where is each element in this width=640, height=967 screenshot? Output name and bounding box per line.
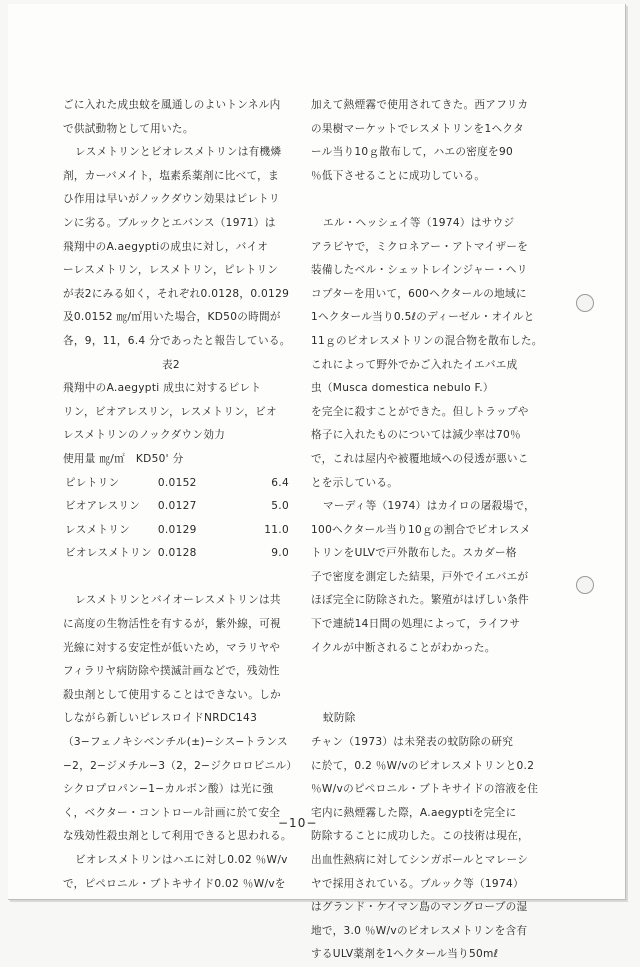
blank-line: [63, 566, 299, 590]
text-line: 下で連続14日間の処理によって，ライフサ: [311, 618, 521, 631]
text-line: 防除することに成功した。この技術は現在，: [311, 830, 529, 843]
text-line: で，これは屋内や被覆地域への侵透が悪いこ: [311, 452, 529, 465]
text-line: 各，9，11，6.4 分であったと報告している。: [63, 334, 291, 347]
text-line: ール当り10ｇ散布して，ハエの密度を90: [311, 146, 514, 159]
table-cell-dose: 0.0129: [157, 523, 197, 536]
table-cell-name: ピレトリン: [65, 476, 120, 489]
text-line: するULV薬剤を1ヘクタール当り50mℓ: [311, 948, 499, 961]
text-line: 宅内に熱煙霧した際，A.aegyptiを完全に: [311, 806, 517, 819]
document-page: [8, 4, 626, 961]
text-line: 剤，カーバメイト，塩素系薬剤に比べて，ま: [63, 169, 279, 182]
text-line: ごに入れた成虫蚊を風通しのよいトンネル内: [63, 99, 281, 111]
table-cell-name: ビオアレスリン: [65, 500, 141, 513]
page-number: −10−: [278, 816, 318, 830]
table-title-line: レスメトリンのノックダウン効力: [63, 429, 226, 442]
text-line: 出血性熱病に対してシンガポールとマレーシ: [311, 854, 529, 866]
blank-line: [311, 188, 559, 212]
table-cell-dose: 0.0127: [157, 500, 197, 513]
text-line: 及0.0152 ㎎/㎡用いた場合，KD50の時間が: [63, 311, 281, 324]
table-cell-kd: 6.4: [271, 476, 289, 489]
text-line: 装備したベル・シェットレインジャー・ヘリ: [311, 264, 528, 277]
text-line: ほぼ完全に防除された。繁殖がはげしい条件: [311, 594, 529, 607]
text-line: で，ピペロニル・ブトキサイド0.02 ％W/vを: [63, 877, 286, 890]
text-line: シクロプロパン−1−カルボン酸）は光に強: [63, 783, 274, 796]
text-line: とを示している。: [311, 476, 399, 489]
text-line: で供試動物として用いた。: [63, 122, 194, 135]
text-line: 殺虫剤として使用することはできない。しか: [63, 688, 281, 701]
table-title-line: 飛翔中のA.aegypti 成虫に対するピレト: [63, 382, 262, 395]
text-line: 格子に入れたものについては減少率は70％: [311, 429, 521, 442]
blank-line: [311, 660, 559, 684]
text-line: ヤで採用されている。ブルック等（1974）: [311, 877, 524, 890]
knockdown-table: [63, 448, 299, 566]
table-cell-kd: 5.0: [271, 500, 289, 513]
table-cell-dose: 0.0128: [157, 547, 197, 560]
text-line: レスメトリンとバイオーレスメトリンは共: [75, 594, 281, 607]
text-line: 11ｇのビオレスメトリンの混合物を散布した。: [311, 334, 543, 347]
text-line: く，ベクター・コントロール計画に於て安全: [63, 806, 281, 819]
text-line: チャン（1973）は未発表の蚊防除の研究: [311, 736, 514, 749]
left-column: [63, 94, 299, 896]
text-line: しながら新しいピレスロイドNRDC143: [63, 712, 258, 725]
text-line: な残効性殺虫剤として利用できると思われる。: [63, 830, 292, 843]
text-line: −2，2−ジメチル−3（2，2−ジクロロビニル）: [63, 759, 298, 772]
text-line: 地で，3.0 ％W/vのビオレスメトリンを含有: [311, 924, 528, 937]
text-line: ひ作用は早いがノックダウン効果はピレトリ: [63, 193, 280, 206]
punch-hole-icon: [576, 294, 594, 312]
text-line: マーディ等（1974）はカイロの屠殺場で，: [323, 500, 535, 513]
text-line: エル・ヘッシェイ等（1974）はサウジ: [323, 216, 515, 229]
table-cell-kd: 11.0: [264, 523, 289, 536]
text-line: の果樹マーケットでレスメトリンを1ヘクタ: [311, 122, 524, 135]
text-line: ーレスメトリン，レスメトリン，ピレトリン: [63, 264, 279, 277]
blank-line: [311, 684, 559, 708]
text-line: 飛翔中のA.aegyptiの成虫に対し，バイオ: [63, 240, 269, 253]
text-line: 子で密度を測定した結果，戸外でイエバエが: [311, 570, 529, 583]
text-line: トリンをULVで戸外散布した。スカダー格: [311, 547, 517, 560]
table-cell-name: レスメトリン: [65, 523, 131, 536]
text-line: 虫（Musca domestica nebulo F.）: [311, 382, 494, 395]
text-line: 加えて熱煙霧で使用されてきた。西アフリカ: [311, 99, 529, 111]
text-line: 1ヘクタール当り0.5ℓのディーゼル・オイルと: [311, 311, 535, 324]
table-title-line: リン，ビオアレスリン，レスメトリン，ビオ: [63, 405, 277, 418]
text-line: フィラリヤ病防除や撲滅計画などで，残効性: [63, 665, 280, 678]
table-header: 使用量 ㎎/㎡ KD50' 分: [63, 452, 184, 465]
table-row: [63, 542, 299, 566]
table-cell-dose: 0.0152: [157, 476, 197, 489]
text-line: ％W/vのピペロニル・ブトキサイドの溶液を住: [311, 783, 539, 796]
table-row: [63, 472, 299, 496]
text-line: 100ヘクタール当り10ｇの割合でビオレスメ: [311, 523, 531, 536]
section-heading: 蚊防除: [323, 712, 356, 725]
table-row: [63, 519, 299, 543]
text-line: （3−フェノキシベンチル(±)−シス−トランス: [63, 736, 288, 749]
table-cell-name: ビオレスメトリン: [65, 547, 152, 560]
text-line: コプターを用いて，600ヘクタールの地域に: [311, 287, 527, 300]
table-row: [63, 495, 299, 519]
text-line: レスメトリンとビオレスメトリンは有機燐: [75, 146, 282, 159]
text-line: 光線に対する安定性が低いため，マラリヤや: [63, 641, 281, 654]
text-line: に高度の生物活性を有するが，紫外線，可視: [63, 618, 281, 631]
text-line: イクルが中断されることがわかった。: [311, 641, 496, 654]
text-line: に於て，0.2 ％W/vのビオレスメトリンと0.2: [311, 759, 535, 772]
text-line: アラビヤで，ミクロネアー・アトマイザーを: [311, 240, 529, 253]
text-line: を完全に殺すことができた。但しトラップや: [311, 405, 529, 418]
text-line: が表2にみる如く，それぞれ0.0128，0.0129: [63, 287, 290, 300]
table-cell-kd: 9.0: [271, 547, 289, 560]
text-line: はグランド・ケイマン島のマングローブの湿: [311, 901, 528, 914]
text-line: ビオレスメトリンはハエに対し0.02 ％W/v: [75, 854, 288, 866]
text-line: ンに劣る。ブルックとエバンス（1971）は: [63, 216, 276, 229]
punch-hole-icon: [576, 576, 594, 594]
table-caption: 表2: [162, 358, 180, 371]
text-line: ％低下させることに成功している。: [311, 169, 486, 182]
text-line: これによって野外でかご入れたイエバエ成: [311, 358, 518, 371]
right-column: [311, 94, 559, 967]
